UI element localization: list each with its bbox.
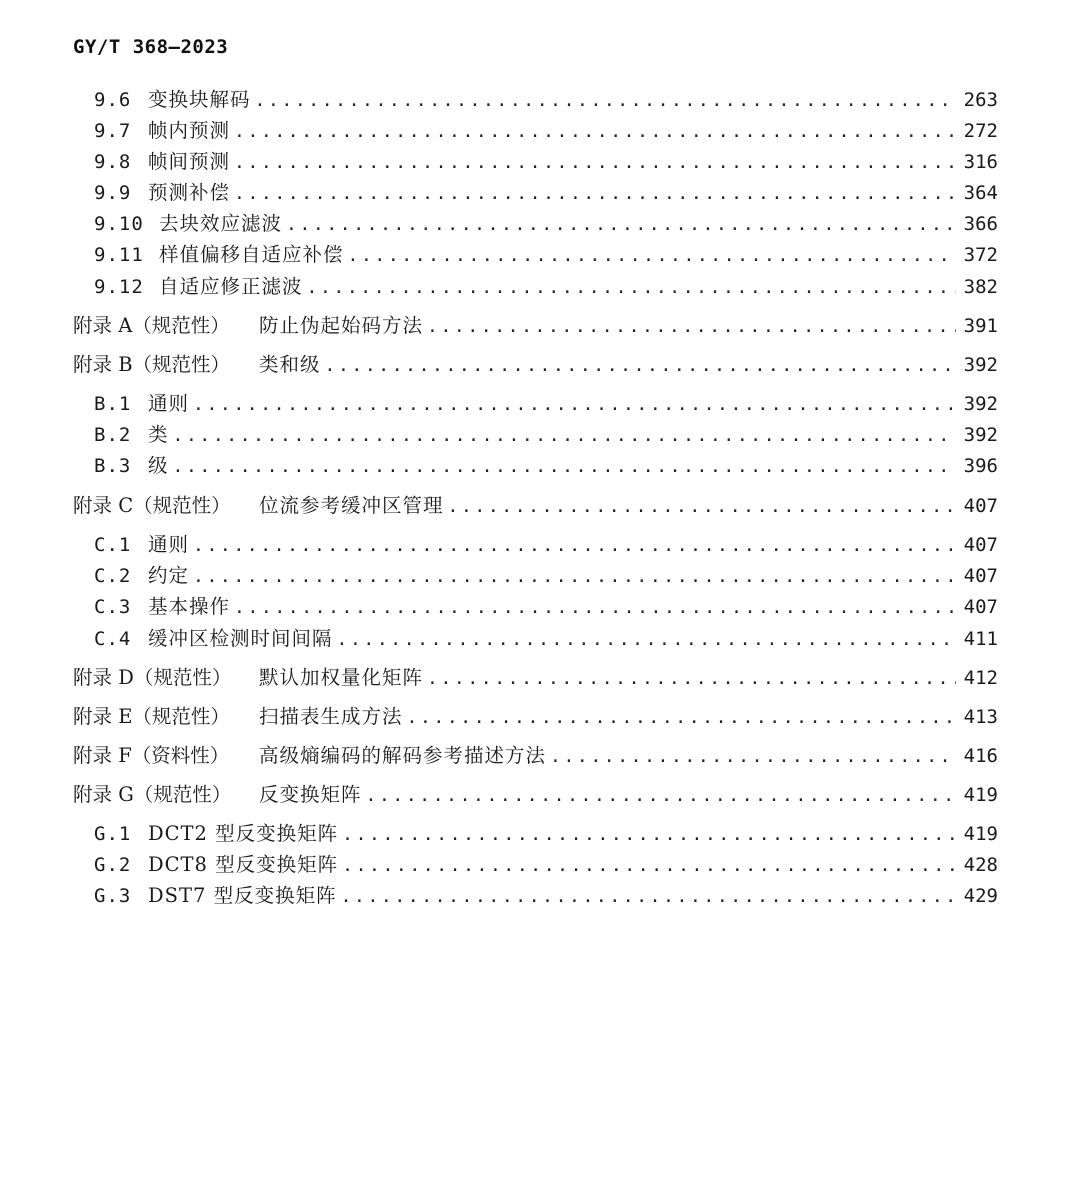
- toc-annex-label: 附录 C（规范性）: [73, 494, 231, 517]
- toc-entry[interactable]: [94, 852, 998, 878]
- toc-dot-leader: [348, 243, 956, 269]
- toc-entry[interactable]: [94, 563, 998, 589]
- toc-entry[interactable]: [94, 532, 998, 558]
- toc-annex-entry[interactable]: [73, 782, 998, 808]
- toc-dot-leader: [550, 744, 956, 770]
- toc-entry[interactable]: [94, 422, 998, 448]
- toc-dot-leader: [234, 119, 956, 145]
- toc-entry[interactable]: [94, 453, 998, 479]
- toc-entry-number: G.2: [94, 854, 132, 876]
- toc-entry-number: G.3: [94, 885, 132, 907]
- toc-entry-number: 9.8: [94, 151, 132, 173]
- toc-entry[interactable]: [94, 87, 998, 113]
- toc-annex-label: 附录 E（规范性）: [73, 705, 230, 728]
- toc-entry-number: 9.12: [94, 276, 144, 298]
- toc-annex-entry[interactable]: [73, 743, 998, 769]
- toc-dot-leader: [366, 783, 956, 809]
- toc-entry-title: 防止伪起始码方法: [259, 314, 424, 337]
- toc-entry-title: 自适应修正滤波: [159, 275, 303, 298]
- toc-entry-title: 默认加权量化矩阵: [259, 666, 424, 689]
- toc-annex-label: 附录 A（规范性）: [73, 314, 230, 337]
- toc-dot-leader: [307, 275, 956, 301]
- toc-dot-leader: [407, 705, 956, 731]
- toc-entry-number: 9.6: [94, 89, 132, 111]
- toc-entry-page: 392: [963, 393, 998, 415]
- toc-entry-title: 帧内预测: [148, 119, 231, 142]
- toc-entry-page: 411: [963, 628, 998, 650]
- toc-dot-leader: [427, 666, 956, 692]
- toc-entry[interactable]: [94, 180, 998, 206]
- toc-entry-title: 位流参考缓冲区管理: [259, 494, 444, 517]
- toc-entry[interactable]: [94, 211, 998, 237]
- toc-entry-number: 9.11: [94, 244, 144, 266]
- toc-entry-number: B.2: [94, 424, 132, 446]
- toc-dot-leader: [342, 822, 956, 848]
- toc-dot-leader: [427, 314, 956, 340]
- toc-entry-page: 366: [963, 213, 998, 235]
- toc-entry-page: 392: [963, 424, 998, 446]
- toc-entry-page: 372: [963, 244, 998, 266]
- toc-entry[interactable]: [94, 883, 998, 909]
- toc-entry[interactable]: [94, 391, 998, 417]
- toc-entry-page: 407: [963, 495, 998, 517]
- toc-entry-page: 396: [963, 455, 998, 477]
- toc-entry-title: 去块效应滤波: [159, 212, 283, 235]
- toc-entry-page: 391: [963, 315, 998, 337]
- toc-entry-number: B.3: [94, 455, 132, 477]
- toc-entry-title: 变换块解码: [148, 88, 251, 111]
- toc-entry-title: 高级熵编码的解码参考描述方法: [259, 744, 547, 767]
- toc-entry-page: 382: [963, 276, 998, 298]
- toc-entry-number: 9.10: [94, 213, 144, 235]
- toc-dot-leader: [234, 150, 956, 176]
- toc-dot-leader: [337, 627, 956, 653]
- toc-annex-label: 附录 F（资料性）: [73, 744, 230, 767]
- toc-entry-title: DCT2 型反变换矩阵: [148, 822, 339, 845]
- toc-dot-leader: [255, 88, 956, 114]
- toc-dot-leader: [193, 392, 956, 418]
- toc-entry-title: 类: [148, 423, 169, 446]
- toc-entry-page: 416: [963, 745, 998, 767]
- toc-entry-number: 9.7: [94, 120, 132, 142]
- toc-entry[interactable]: [94, 274, 998, 300]
- toc-entry[interactable]: [94, 821, 998, 847]
- toc-dot-leader: [234, 181, 956, 207]
- toc-entry-title: DST7 型反变换矩阵: [148, 884, 337, 907]
- toc-entry-page: 407: [963, 565, 998, 587]
- toc-entry-title: 帧间预测: [148, 150, 231, 173]
- toc-entry-title: 级: [148, 454, 169, 477]
- toc-entry-page: 419: [963, 784, 998, 806]
- toc-entry-page: 316: [963, 151, 998, 173]
- toc-entry-page: 412: [963, 667, 998, 689]
- toc-entry-page: 419: [963, 823, 998, 845]
- toc-dot-leader: [448, 494, 956, 520]
- toc-entry-title: 通则: [148, 533, 190, 556]
- toc-entry-number: B.1: [94, 393, 132, 415]
- toc-dot-leader: [234, 595, 956, 621]
- toc-entry[interactable]: [94, 242, 998, 268]
- toc-dot-leader: [173, 423, 956, 449]
- toc-dot-leader: [341, 884, 956, 910]
- toc-entry-number: C.2: [94, 565, 132, 587]
- toc-entry-page: 364: [963, 182, 998, 204]
- toc-entry-title: 扫描表生成方法: [259, 705, 403, 728]
- toc-entry-page: 263: [963, 89, 998, 111]
- toc-entry-page: 272: [963, 120, 998, 142]
- toc-annex-label: 附录 D（规范性）: [73, 666, 232, 689]
- toc-entry-title: 类和级: [259, 353, 321, 376]
- toc-entry-number: C.4: [94, 628, 132, 650]
- toc-entry[interactable]: [94, 149, 998, 175]
- toc-entry-title: 预测补偿: [148, 181, 231, 204]
- toc-annex-label: 附录 B（规范性）: [73, 353, 231, 376]
- toc-entry-title: 样值偏移自适应补偿: [159, 243, 344, 266]
- toc-annex-entry[interactable]: [73, 313, 998, 339]
- toc-annex-entry[interactable]: [73, 493, 998, 519]
- toc-annex-entry[interactable]: [73, 352, 998, 378]
- toc-entry-title: 约定: [148, 564, 190, 587]
- toc-entry-title: 通则: [148, 392, 190, 415]
- toc-entry-number: G.1: [94, 823, 132, 845]
- toc-entry-page: 429: [963, 885, 998, 907]
- toc-entry-title: 缓冲区检测时间间隔: [148, 627, 333, 650]
- toc-dot-leader: [193, 533, 956, 559]
- toc-entry[interactable]: [94, 118, 998, 144]
- toc-entry-number: C.1: [94, 534, 132, 556]
- toc-entry-number: C.3: [94, 596, 132, 618]
- toc-dot-leader: [173, 454, 956, 480]
- toc-annex-entry[interactable]: [73, 704, 998, 730]
- toc-entry-page: 407: [963, 596, 998, 618]
- toc-entry-number: 9.9: [94, 182, 132, 204]
- toc-dot-leader: [193, 564, 956, 590]
- toc-dot-leader: [342, 853, 956, 879]
- toc-entry-page: 428: [963, 854, 998, 876]
- toc-entry[interactable]: [94, 626, 998, 652]
- toc-entry-title: 反变换矩阵: [259, 783, 362, 806]
- document-header-id: GY/T 368—2023: [73, 36, 229, 58]
- toc-dot-leader: [286, 212, 956, 238]
- toc-annex-label: 附录 G（规范性）: [73, 783, 232, 806]
- toc-annex-entry[interactable]: [73, 665, 998, 691]
- toc-entry-page: 413: [963, 706, 998, 728]
- toc-entry-page: 407: [963, 534, 998, 556]
- toc-entry-title: DCT8 型反变换矩阵: [148, 853, 339, 876]
- toc-entry[interactable]: [94, 594, 998, 620]
- toc-entry-title: 基本操作: [148, 595, 231, 618]
- toc-entry-page: 392: [963, 354, 998, 376]
- toc-dot-leader: [325, 353, 956, 379]
